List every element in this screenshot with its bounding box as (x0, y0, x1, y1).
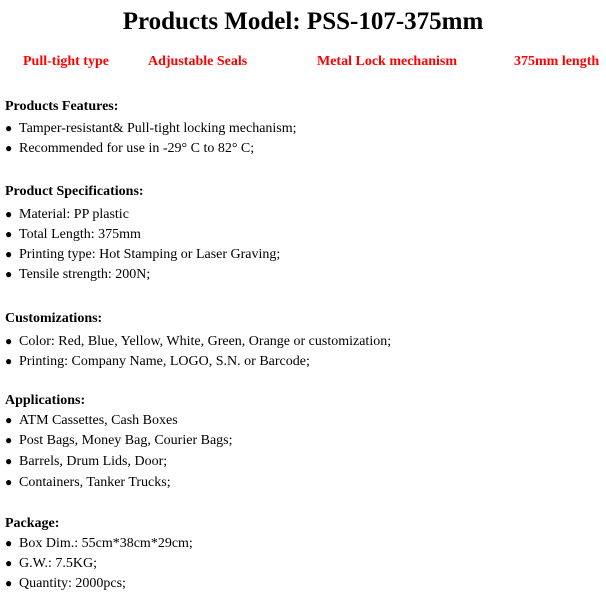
list-item (5, 225, 141, 244)
tagline-adjustable: Adjustable Seals (148, 54, 248, 69)
list-item-text: Containers, Tanker Trucks; (19, 475, 171, 490)
list-item-text: Quantity: 2000pcs; (19, 576, 126, 591)
list-item-text: Printing: Company Name, LOGO, S.N. or Barcode; (19, 354, 310, 369)
bullet-icon: ● (5, 267, 13, 281)
section-heading-specifications: Product Specifications: (5, 184, 144, 199)
list-item (5, 245, 280, 264)
section-heading-customizations: Customizations: (5, 311, 103, 326)
list-item-text: Post Bags, Money Bag, Courier Bags; (19, 433, 233, 448)
section-heading-package: Package: (5, 516, 60, 531)
list-item-text: ATM Cassettes, Cash Boxes (19, 413, 178, 428)
bullet-icon: ● (5, 475, 13, 489)
bullet-icon: ● (5, 334, 13, 348)
bullet-icon: ● (5, 556, 13, 570)
list-item-text: Box Dim.: 55cm*38cm*29cm; (19, 536, 193, 551)
list-item-text: Recommended for use in -29° C to 82° C; (19, 141, 255, 156)
list-item (5, 473, 171, 492)
list-item-text: Barrels, Drum Lids, Door; (19, 454, 168, 469)
bullet-icon: ● (5, 141, 13, 155)
section-heading-applications: Applications: (5, 393, 86, 408)
list-item (5, 332, 391, 351)
bullet-icon: ● (5, 227, 13, 241)
list-item (5, 265, 150, 284)
list-item (5, 119, 297, 138)
section-heading-features: Products Features: (5, 99, 119, 114)
tagline-length: 375mm length (514, 54, 600, 69)
page-title: Products Model: PSS-107-375mm (122, 8, 484, 35)
bullet-icon: ● (5, 576, 13, 590)
list-item-text: Tamper-resistant& Pull-tight locking mechanism; (19, 121, 297, 136)
list-item (5, 411, 178, 430)
tagline-metal-lock: Metal Lock mechanism (317, 54, 457, 69)
list-item-text: Printing type: Hot Stamping or Laser Graving; (19, 247, 281, 262)
list-item (5, 452, 167, 471)
list-item (5, 574, 126, 593)
list-item (5, 431, 233, 450)
tagline-pull-tight: Pull-tight type (23, 54, 109, 69)
list-item-text: Color: Red, Blue, Yellow, White, Green, Orange or customization; (19, 334, 392, 349)
bullet-icon: ● (5, 536, 13, 550)
bullet-icon: ● (5, 354, 13, 368)
bullet-icon: ● (5, 121, 13, 135)
list-item-text: Material: PP plastic (19, 207, 129, 222)
bullet-icon: ● (5, 247, 13, 261)
bullet-icon: ● (5, 433, 13, 447)
list-item-text: Total Length: 375mm (19, 227, 141, 242)
bullet-icon: ● (5, 454, 13, 468)
list-item (5, 352, 310, 371)
list-item (5, 205, 129, 224)
bullet-icon: ● (5, 207, 13, 221)
list-item-text: G.W.: 7.5KG; (19, 556, 98, 571)
list-item (5, 534, 193, 553)
list-item (5, 554, 97, 573)
list-item (5, 139, 254, 158)
list-item-text: Tensile strength: 200N; (19, 267, 151, 282)
bullet-icon: ● (5, 413, 13, 427)
